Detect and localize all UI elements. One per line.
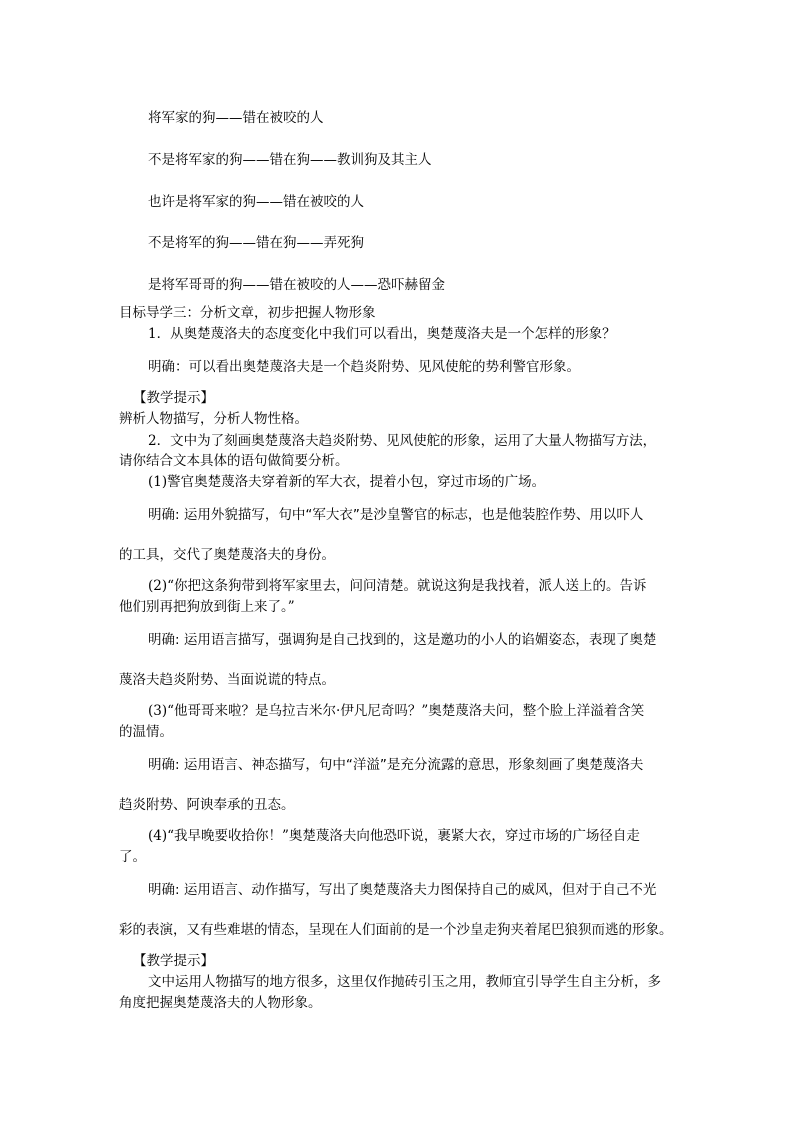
teaching-tip-heading: 【教学提示】 [133, 390, 214, 406]
question-line: 1．从奥楚蔑洛夫的态度变化中我们可以看出，奥楚蔑洛夫是一个怎样的形象？ [148, 326, 616, 342]
quote-line: 他们别再把狗放到街上来了。” [119, 599, 295, 615]
section-heading: 目标导学三：分析文章，初步把握人物形象 [119, 305, 376, 321]
quote-line: 了。 [119, 849, 146, 865]
text-line: 也许是将军家的狗——错在被咬的人 [148, 194, 364, 210]
text-line: 文中运用人物描写的地方很多，这里仅作抛砖引玉之用，教师宜引导学生自主分析，多 [148, 974, 661, 990]
quote-line: (1)警官奥楚蔑洛夫穿着新的军大衣，提着小包，穿过市场的广场。 [148, 474, 546, 490]
text-line: 角度把握奥楚蔑洛夫的人物形象。 [119, 995, 322, 1011]
question-line: 请你结合文本具体的语句做简要分析。 [119, 453, 349, 469]
quote-line: (2)“你把这条狗带到将军家里去，问问清楚。就说这狗是我找着，派人送上的。告诉 [148, 578, 647, 594]
answer-line: 的工具，交代了奥楚蔑洛夫的身份。 [119, 547, 335, 563]
answer-line: 蔑洛夫趋炎附势、当面说谎的特点。 [119, 672, 335, 688]
answer-line: 彩的表演，又有些难堪的情态，呈现在人们面前的是一个沙皇走狗夹着尾巴狼狈而逃的形象。 [119, 922, 673, 938]
answer-line: 趋炎附势、阿谀奉承的丑态。 [119, 797, 295, 813]
answer-line: 明确: 运用语言、神态描写，句中“洋溢”是充分流露的意思，形象刻画了奥楚蔑洛夫 [148, 757, 644, 773]
question-line: 2．文中为了刻画奥楚蔑洛夫趋炎附势、见风使舵的形象，运用了大量人物描写方法， [148, 433, 657, 449]
text-line: 辨析人物描写，分析人物性格。 [119, 411, 308, 427]
text-line: 不是将军家的狗——错在狗——教训狗及其主人 [148, 152, 432, 168]
answer-line: 明确：可以看出奥楚蔑洛夫是一个趋炎附势、见风使舵的势利警官形象。 [148, 359, 580, 375]
answer-line: 明确: 运用外貌描写，句中“军大衣”是沙皇警官的标志，也是他装腔作势、用以吓人 [148, 507, 644, 523]
text-line: 是将军哥哥的狗——错在被咬的人——恐吓赫留金 [148, 277, 445, 293]
answer-line: 明确: 运用语言描写，强调狗是自己找到的，这是邀功的小人的谄媚姿态，表现了奥楚 [148, 632, 657, 648]
quote-line: (4)“我早晚要收拾你！”奥楚蔑洛夫向他恐吓说，裹紧大衣，穿过市场的广场径自走 [148, 828, 640, 844]
answer-line: 明确: 运用语言、动作描写，写出了奥楚蔑洛夫力图保持自己的威风，但对于自己不光 [148, 882, 657, 898]
text-line: 将军家的狗——错在被咬的人 [148, 110, 324, 126]
text-line: 不是将军的狗——错在狗——弄死狗 [148, 235, 364, 251]
quote-line: 的温情。 [119, 724, 173, 740]
teaching-tip-heading: 【教学提示】 [133, 953, 214, 969]
quote-line: (3)“他哥哥来啦？是乌拉吉米尔·伊凡尼奇吗？”奥楚蔑洛夫问，整个脸上洋溢着含笑 [148, 703, 645, 719]
